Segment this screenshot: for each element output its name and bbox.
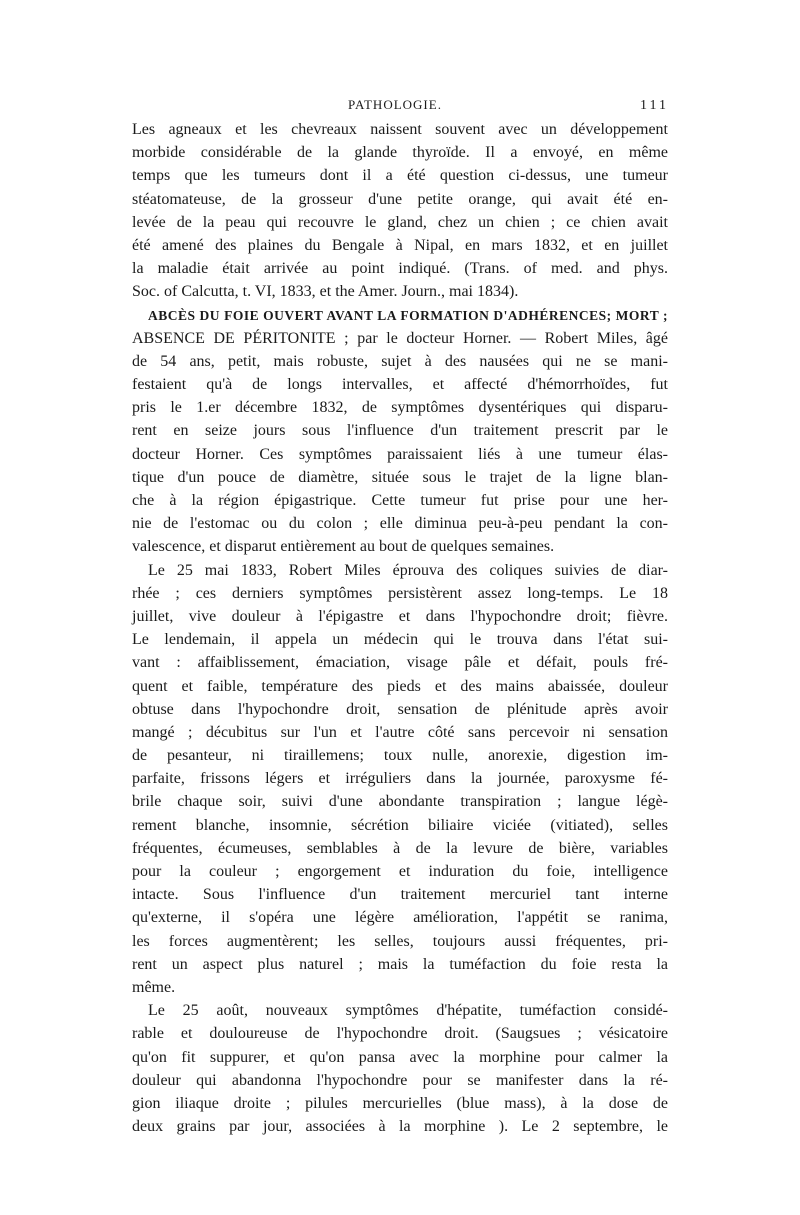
text-line: de 54 ans, petit, mais robuste, sujet à des nausées qui ne se mani- — [132, 352, 668, 370]
text-line: rhée ; ces derniers symptômes persistèrent assez long-temps. Le 18 — [132, 584, 668, 602]
text-line: douleur qui abandonna l'hypochondre pour se manifester dans la ré- — [132, 1071, 668, 1089]
text-line: ABSENCE DE PÉRITONITE ; par le docteur Horner. — Robert Miles, âgé — [132, 329, 668, 347]
page-number: 111 — [640, 98, 669, 113]
text-line: gion iliaque droite ; pilules mercurielles (blue mass), à la dose de — [132, 1094, 668, 1112]
text-line: parfaite, frissons légers et irréguliers dans la journée, paroxysme fé- — [132, 770, 668, 788]
text-line: Le 25 août, nouveaux symptômes d'hépatite, tuméfaction considé- — [148, 1002, 668, 1020]
text-line: Les agneaux et les chevreaux naissent souvent avec un développement — [132, 121, 668, 138]
text-line: morbide considérable de la glande thyroïde. Il a envoyé, en même — [132, 144, 668, 162]
text-line: levée de la peau qui recouvre le gland, chez un chien ; ce chien avait — [132, 213, 668, 231]
text-line: Le lendemain, il appela un médecin qui le trouva dans l'état sui- — [132, 631, 668, 649]
text-line: qu'externe, il s'opéra une légère amélioration, l'appétit se ranima, — [132, 909, 668, 927]
text-line: nie de l'estomac ou du colon ; elle diminua peu-à-peu pendant la con- — [132, 515, 668, 533]
running-head — [0, 97, 800, 117]
text-line: même. — [132, 978, 176, 996]
text-line: festaient qu'à de longs intervalles, et affecté d'hémorrhoïdes, fut — [132, 376, 668, 394]
text-line: valescence, et disparut entièrement au bout de quelques semaines. — [132, 538, 555, 556]
body-text — [132, 118, 668, 1138]
text-line: rent en seize jours sous l'influence d'un traitement prescrit par le — [132, 422, 668, 440]
section-heading-line: ABCÈS DU FOIE OUVERT AVANT LA FORMATION D'ADHÉRENCES; MORT ; — [148, 307, 668, 323]
text-line: fréquentes, écumeuses, semblables à de la levure de bière, variables — [132, 839, 668, 857]
text-line: intacte. Sous l'influence d'un traitement mercuriel tant interne — [132, 886, 668, 904]
text-line: che à la région épigastrique. Cette tumeur fut prise pour une her- — [132, 492, 668, 509]
text-line: obtuse dans l'hypochondre droit, sensation de plénitude après avoir — [132, 700, 668, 718]
text-line: quent et faible, température des pieds et des mains abaissée, douleur — [132, 677, 668, 695]
running-head-title: PATHOLOGIE. — [348, 97, 442, 112]
text-line: docteur Horner. Ces symptômes paraissaient liés à une tumeur élas- — [132, 445, 668, 463]
text-line: Soc. of Calcutta, t. VI, 1833, et the Amer. Journ., mai 1834). — [132, 283, 519, 301]
text-line: brile chaque soir, suivi d'une abondante transpiration ; langue légè- — [132, 793, 668, 811]
text-line: deux grains par jour, associées à la morphine ). Le 2 septembre, le — [132, 1118, 668, 1136]
text-line: Le 25 mai 1833, Robert Miles éprouva des coliques suivies de diar- — [148, 561, 668, 579]
text-line: rement blanche, insomnie, sécrétion biliaire viciée (vitiated), selles — [132, 816, 668, 834]
text-line: qu'on fit suppurer, et qu'on pansa avec la morphine pour calmer la — [132, 1048, 668, 1066]
text-line: pour la couleur ; engorgement et induration du foie, intelligence — [132, 863, 668, 880]
text-line: temps que les tumeurs dont il a été question ci-dessus, une tumeur — [132, 167, 668, 185]
text-line: la maladie était arrivée au point indiqué. (Trans. of med. and phys. — [132, 260, 668, 278]
text-line: rable et douloureuse de l'hypochondre droit. (Saugsues ; vésicatoire — [132, 1025, 668, 1043]
text-line: rent un aspect plus naturel ; mais la tuméfaction du foie resta la — [132, 955, 668, 973]
text-line: mangé ; décubitus sur l'un et l'autre côté sans percevoir ni sensation — [132, 723, 668, 741]
text-line: été amené des plaines du Bengale à Nipal, en mars 1832, et en juillet — [132, 236, 668, 254]
text-line: tique d'un pouce de diamètre, située sous le trajet de la ligne blan- — [132, 468, 668, 486]
text-line: juillet, vive douleur à l'épigastre et dans l'hypochondre droit; fièvre. — [132, 607, 668, 625]
text-line: de pesanteur, ni tiraillemens; toux nulle, anorexie, digestion im- — [132, 747, 668, 765]
text-line: stéatomateuse, de la grosseur d'une petite orange, qui avait été en- — [132, 190, 668, 208]
text-line: les forces augmentèrent; les selles, toujours aussi fréquentes, pri- — [132, 932, 668, 950]
text-line: pris le 1.er décembre 1832, de symptômes dysentériques qui disparu- — [132, 399, 668, 417]
text-line: vant : affaiblissement, émaciation, visage pâle et défait, pouls fré- — [132, 654, 668, 672]
